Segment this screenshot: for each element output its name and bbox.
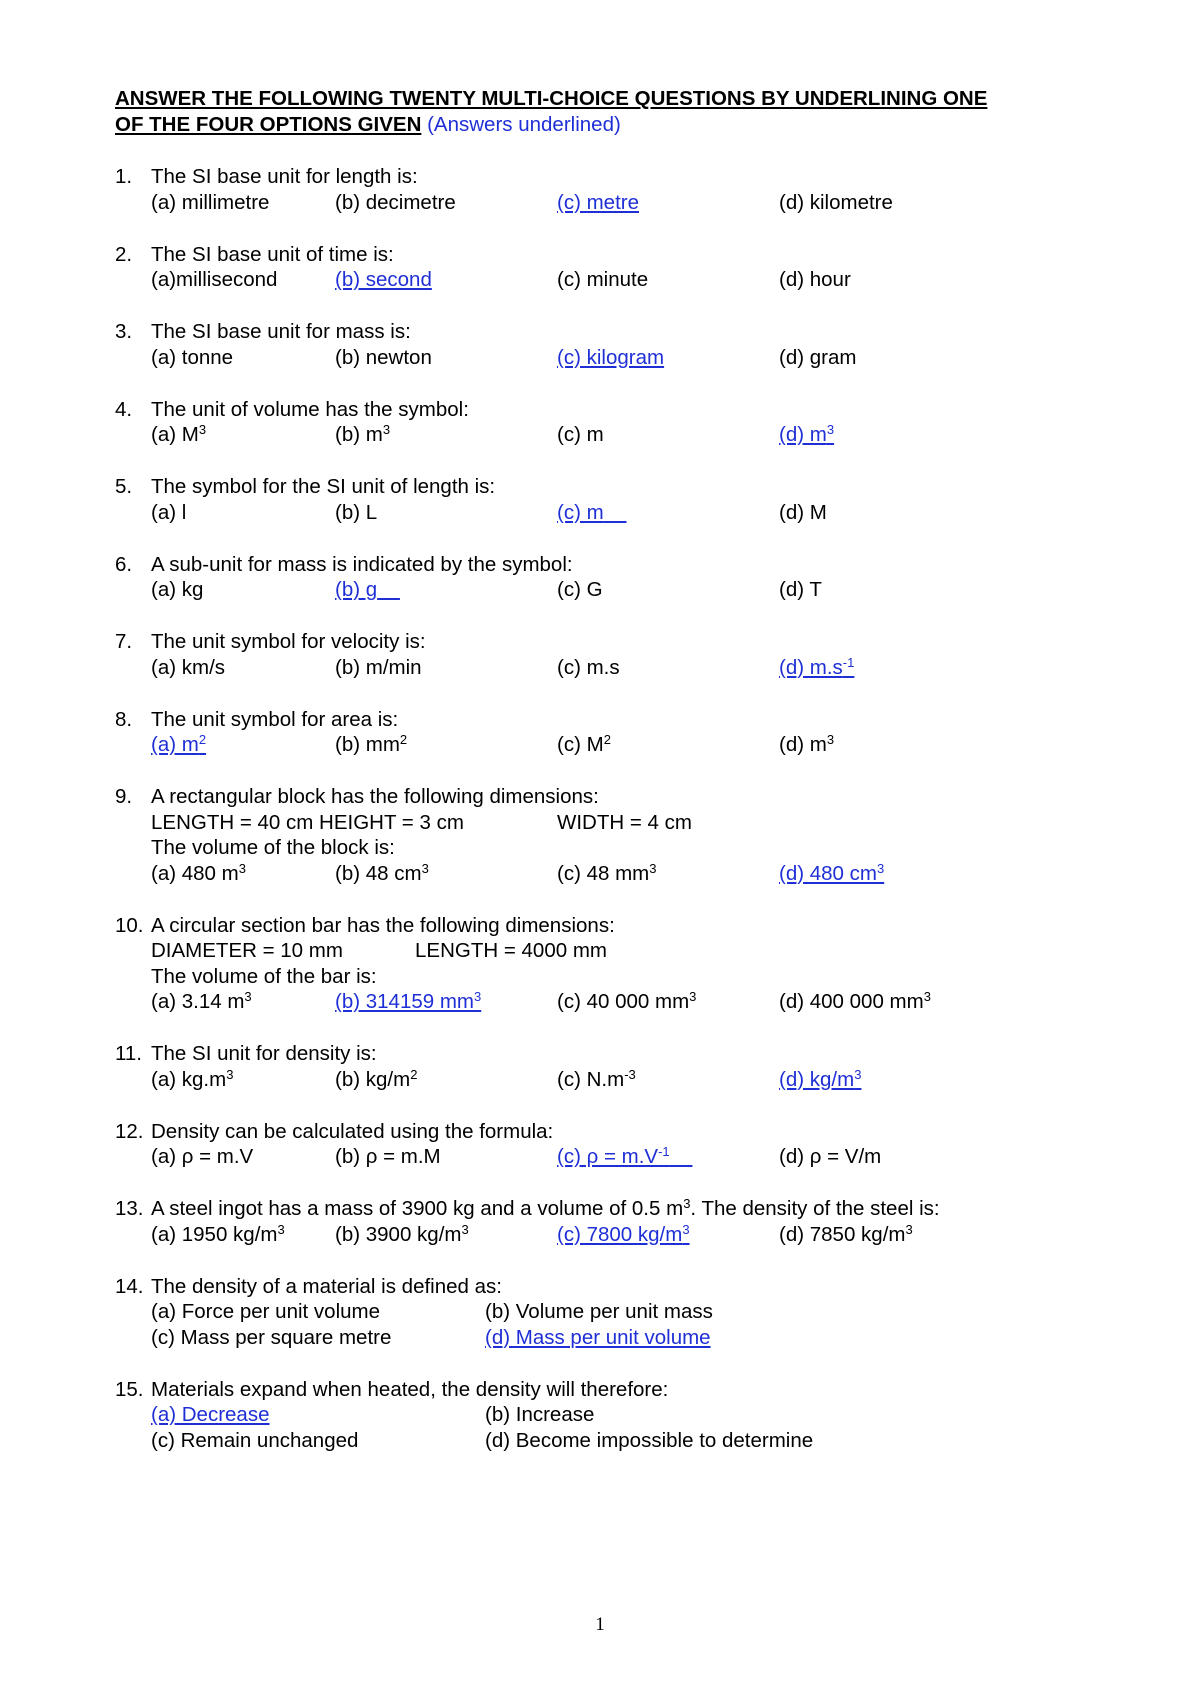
question-line [115,500,1115,526]
question-11 [115,1041,1115,1092]
question-number: 2. [115,242,133,266]
question-line [115,1377,1115,1403]
option-c-answer [557,190,639,216]
option-b [335,345,432,371]
superscript: 3 [854,1066,862,1082]
question-stem: The SI base unit for mass is: [151,320,411,343]
option-a [151,577,203,603]
question-line [115,938,1115,964]
superscript: -1 [658,1144,670,1159]
option-text: (a) l [151,500,187,524]
question-4 [115,397,1115,448]
option-text: (c) 7800 kg/m [557,1222,683,1246]
superscript: 2 [399,732,408,747]
question-number: 1. [115,165,133,188]
superscript: 3 [905,1221,913,1237]
option-d [779,267,851,293]
option-d-answer [779,861,884,887]
superscript: 3 [649,860,657,876]
page-number: 1 [595,1614,605,1635]
question-line [115,397,1115,423]
option-text: (a) 3.14 m [151,990,245,1013]
option-b [335,732,407,758]
question-line [115,577,1115,603]
question-number: 14. [115,1274,144,1298]
option-a [151,500,186,526]
option-text: (d) m [779,733,827,756]
option-text: (d) M [779,500,827,524]
option-text: . The density of the steel is: [690,1197,940,1220]
option-c [557,655,620,681]
question-stem: The unit of volume has the symbol: [151,397,469,421]
question-line [115,1299,1115,1325]
superscript: 3 [683,1196,691,1211]
option-c-answer [557,1222,690,1248]
question-number: 8. [115,707,133,731]
dimension-text: WIDTH = 4 cm [557,810,692,834]
option-text: (c) metre [557,190,639,214]
option-text: (b) ρ = m.M [335,1145,441,1168]
dimension-text: DIAMETER = 10 mm [151,939,343,962]
question-stem: Density can be calculated using the formula: [151,1119,554,1143]
question-line [115,655,1115,681]
option-c-answer [557,500,626,526]
underline-padding [604,501,627,524]
superscript: 3 [244,989,252,1004]
option-text: (b) mm [335,733,400,756]
question-3 [115,319,1115,370]
option-d [779,1144,881,1170]
option-a [151,1144,253,1170]
question-line [115,319,1115,345]
question-line [115,345,1115,371]
question-line [115,552,1115,578]
option-text: (b) second [335,268,432,291]
option-text: (c) m [557,423,604,446]
question-stem: The SI base unit of time is: [151,242,394,266]
question-line [115,164,1115,190]
option-b [335,1144,441,1170]
option-text: (d) kilometre [779,190,893,214]
dimension-text: LENGTH = 4000 mm [415,939,607,962]
option-a [151,267,277,293]
question-line [115,913,1115,939]
option-d [779,989,931,1015]
question-number: 13. [115,1197,144,1220]
superscript: 2 [198,732,207,747]
question-stem: A circular section bar has the following dimensions: [151,913,615,937]
option-d [779,345,856,371]
superscript: 2 [410,1066,418,1082]
question-2 [115,242,1115,293]
option-text: (a) kg [151,578,204,601]
option-text: (c) ρ = m.V [557,1145,659,1168]
dimension-text: LENGTH = 40 cm HEIGHT = 3 cm [151,810,464,834]
option-c-answer [557,1144,692,1170]
option-text: (a) tonne [151,345,234,369]
question-line [115,1119,1115,1145]
question-stem: A sub-unit for mass is indicated by the symbol: [151,552,573,576]
option-text: (a) Decrease [151,1403,270,1426]
option-a [151,989,252,1015]
option-d [779,732,834,758]
option-d [779,190,893,216]
question-13 [115,1196,1115,1247]
question-line [115,861,1115,887]
question-line [115,989,1115,1015]
option-text: (b) 3900 kg/m [335,1222,462,1246]
superscript: -3 [624,1066,636,1082]
option-b [335,861,429,887]
option-text: (d) 480 cm [779,861,877,885]
option-text: (b) decimetre [335,190,456,214]
question-stem [151,1196,940,1222]
question-number: 11. [115,1042,142,1065]
option-c [557,1067,636,1093]
question-number: 5. [115,475,133,498]
option-text: (a) Force per unit volume [151,1300,381,1323]
option-text: (c) 40 000 mm [557,990,690,1013]
superscript: -1 [842,654,855,670]
underline-padding [670,1145,693,1168]
question-line [115,810,1115,836]
option-text: (a) km/s [151,655,226,679]
option-text: (c) Remain unchanged [151,1428,359,1452]
option-c [557,267,648,293]
option-text: (a) M [151,423,199,446]
question-6 [115,552,1115,603]
option-b [485,1299,713,1325]
option-a [151,1222,285,1248]
option-text: (d) m [779,423,827,446]
option-d-answer [779,422,834,448]
question-line [115,1144,1115,1170]
option-text: (d) T [779,578,822,601]
option-d [779,577,822,603]
option-text: (a)millisecond [151,268,278,291]
question-stem: The unit symbol for velocity is: [151,630,426,653]
option-a-answer [151,1402,270,1428]
option-text: (c) m [557,500,604,524]
option-a [151,655,225,681]
question-10 [115,913,1115,1015]
option-c [557,577,603,603]
option-a [151,190,269,216]
question-line [115,835,1115,861]
superscript: 2 [603,732,611,747]
question-stem-continued: The volume of the bar is: [151,964,377,988]
option-c [151,1428,358,1454]
question-number: 12. [115,1119,144,1143]
option-c [151,1325,391,1351]
question-line [115,1067,1115,1093]
option-text: (a) 480 m [151,861,239,885]
superscript: 3 [421,860,429,876]
superscript: 3 [826,422,835,437]
question-line [115,964,1115,990]
question-12 [115,1119,1115,1170]
question-number: 10. [115,913,144,937]
question-line [115,474,1115,500]
page-heading [115,86,1115,138]
option-b-answer [335,267,432,293]
option-d-answer [485,1325,711,1351]
superscript: 3 [461,1221,469,1237]
question-stem: The SI base unit for length is: [151,165,418,188]
option-text: (b) m/min [335,655,422,679]
question-line [115,1325,1115,1351]
option-d [779,1222,913,1248]
option-text: (c) m.s [557,655,620,679]
question-list [115,164,1115,1480]
question-stem: A rectangular block has the following dimensions: [151,785,599,808]
option-b [335,500,377,526]
superscript: 3 [277,1221,285,1237]
question-stem: The SI unit for density is: [151,1042,377,1065]
superscript: 3 [876,860,885,876]
option-text: (c) M [557,733,604,756]
option-a [151,1067,233,1093]
option-a [151,1299,380,1325]
option-text: (d) 400 000 mm [779,990,924,1013]
option-a [151,422,206,448]
option-text: (c) minute [557,268,649,291]
superscript: 3 [238,860,246,876]
option-d [779,500,827,526]
question-14 [115,1274,1115,1351]
underline-padding [377,578,400,601]
option-c-answer [557,345,664,371]
option-text: (d) ρ = V/m [779,1145,882,1168]
option-b [335,655,422,681]
answers-note: (Answers underlined) [427,113,621,136]
option-text: (d) Become impossible to determine [485,1428,814,1452]
option-c [557,422,604,448]
question-number: 15. [115,1377,144,1401]
question-8 [115,707,1115,758]
option-text: (c) N.m [557,1067,625,1091]
option-c [557,861,656,887]
option-text: (a) m [151,733,199,756]
question-line [115,1222,1115,1248]
option-text: (b) Increase [485,1403,595,1426]
option-text: (d) m.s [779,655,843,679]
question-line [115,267,1115,293]
superscript: 3 [923,989,931,1004]
option-text: A steel ingot has a mass of 3900 kg and a volume of 0.5 m [151,1197,684,1220]
question-line [115,1041,1115,1067]
superscript: 3 [226,1066,234,1082]
superscript: 3 [826,732,835,747]
superscript: 3 [382,422,391,437]
option-b [485,1402,594,1428]
superscript: 3 [474,989,482,1004]
option-text: (c) G [557,578,603,601]
option-text: (b) kg/m [335,1067,411,1091]
option-c [557,732,611,758]
option-text: (c) 48 mm [557,861,650,885]
question-line [115,1274,1115,1300]
option-text: (d) kg/m [779,1067,855,1091]
superscript: 3 [682,1221,690,1237]
heading-line-1: ANSWER THE FOLLOWING TWENTY MULTI-CHOICE QUESTIONS BY UNDERLINING ONE [115,87,988,110]
question-number: 3. [115,320,133,343]
question-15 [115,1377,1115,1454]
question-line [115,1428,1115,1454]
option-a [151,345,233,371]
option-c [557,989,696,1015]
option-b [335,190,456,216]
option-text: (a) ρ = m.V [151,1145,254,1168]
option-d-answer [779,1067,861,1093]
question-9 [115,784,1115,886]
question-7 [115,629,1115,680]
option-text: (c) kilogram [557,345,665,369]
question-line [115,629,1115,655]
question-stem-continued: The volume of the block is: [151,836,395,859]
question-line [115,422,1115,448]
question-1 [115,164,1115,215]
option-a-answer [151,732,206,758]
question-stem: Materials expand when heated, the density will therefore: [151,1377,669,1401]
question-line [115,190,1115,216]
question-number: 4. [115,397,133,421]
question-number: 7. [115,630,133,653]
option-text: (d) gram [779,345,857,369]
question-line [115,242,1115,268]
option-text: (a) kg.m [151,1067,227,1091]
option-text: (b) 314159 mm [335,990,475,1013]
superscript: 3 [689,989,697,1004]
question-stem: The symbol for the SI unit of length is: [151,475,496,498]
option-text: (a) millimetre [151,190,270,214]
question-number: 9. [115,785,133,808]
option-text: (d) 7850 kg/m [779,1222,906,1246]
question-line [115,1196,1115,1222]
option-b-answer [335,989,481,1015]
option-text: (b) Volume per unit mass [485,1300,713,1323]
question-line [115,732,1115,758]
question-line [115,707,1115,733]
option-d-answer [779,655,854,681]
option-text: (a) 1950 kg/m [151,1222,278,1246]
option-text: (b) newton [335,345,432,369]
question-stem: The unit symbol for area is: [151,707,399,731]
option-b [335,1067,417,1093]
question-line [115,784,1115,810]
option-d [485,1428,813,1454]
option-text: (b) m [335,423,383,446]
heading-line-2: OF THE FOUR OPTIONS GIVEN [115,113,422,136]
option-text: (b) 48 cm [335,861,422,885]
question-line [115,1402,1115,1428]
option-a [151,861,246,887]
question-number: 6. [115,552,133,576]
option-text: (b) g [335,578,378,601]
option-b-answer [335,577,400,603]
superscript: 3 [198,422,207,437]
option-text: (c) Mass per square metre [151,1325,392,1349]
question-stem: The density of a material is defined as: [151,1274,502,1298]
question-5 [115,474,1115,525]
option-text: (d) Mass per unit volume [485,1325,711,1349]
option-b [335,422,390,448]
option-b [335,1222,469,1248]
option-text: (d) hour [779,268,851,291]
option-text: (b) L [335,500,378,524]
